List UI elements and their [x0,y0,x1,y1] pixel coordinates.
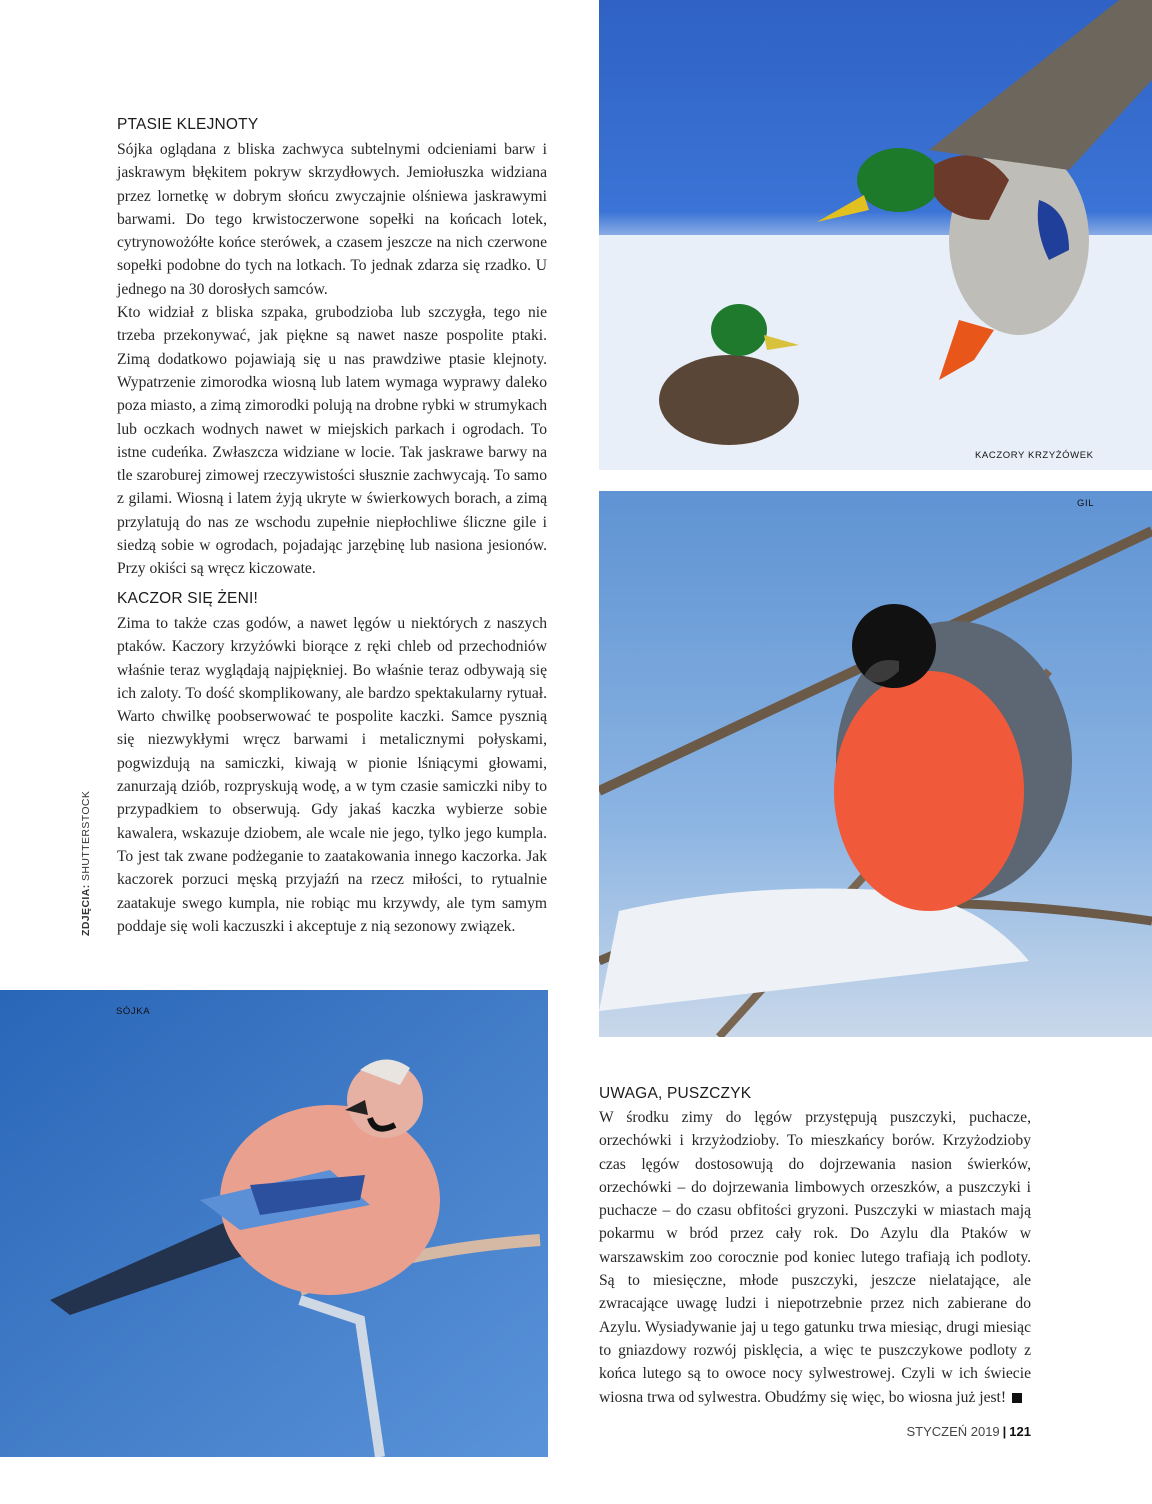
paragraph-text: W środku zimy do lęgów przystępują puszczyki, puchacze, orzechówki i krzyżodzioby. To mieszkańcy borów. Krzyżodzioby czas lęgów dostosowują do dojrzewania nasion świerków, orzechówki – do dojrzewania limbowych orzeszków, a puszczyki i puchacze – do czasu obfitości gryzoni. Puszczyki w miastach mają pokarmu w bród przez cały rok. Do Azylu dla Ptaków w warszawskim zoo corocznie pod koniec lutego trafiają ich podloty. Są to miesięczne, młode puszczyki, jeszcze nielatające, ale zwracające uwagę ludzi i niepotrzebnie przez nich zabierane do Azylu. Wysiadywanie jaj u tego gatunku trwa miesiąc, drugi miesiąc to gniazdowy rozwój pisklęcia, a więc te puszczykowe podloty z końca lutego są to owoce nocy sylwestrowej. Czyli w ich świecie wiosna trwa od sylwestra. Obudźmy się więc, bo wiosna już jest! [599,1109,1031,1406]
paragraph: Kto widział z bliska szpaka, grubodzioba lub szczygła, tego nie trzeba przekonywać, jak piękne są nawet nasze pospolite ptaki. Zimą dodatkowo pojawiają się u nas prawdziwe ptasie klejnoty. Wypatrzenie zimorodka wiosną lub latem wymaga wyprawy daleko poza miasto, a zimą zimorodki polują na drobne rybki w strumykach lub oczkach wodnych nawet w miejskich parkach i ogrodach. To istne cudeńka. Zwłaszcza widziane w locie. Tak jaskrawe barwy na tle szaroburej zimowej rzeczywistości słusznie zachwycają. To samo z gilami. Wiosną i latem żyją ukryte w świerkowych borach, a zimą przylatują do nas ze wschodu zupełnie niepłochliwe śliczne gile i siedzą sobie w ogrodach, pojadając jarzębinę lub nasiona jesionów. Przy okiści są wręcz kiczowate. [117,304,547,578]
photo-jay [0,990,548,1457]
photo-credit-label: ZDJĘCIA: [80,884,92,936]
section-heading-ptasie-klejnoty: PTASIE KLEJNOTY [117,116,259,133]
caption-bullfinch: GIL [1077,498,1095,509]
section-body-uwaga-puszczyk [599,1106,1031,1409]
photo-credit [80,791,92,936]
folio-issue: STYCZEŃ 2019 [906,1424,1000,1439]
photo-credit-source: SHUTTERSTOCK [80,790,92,882]
page-folio [906,1424,1031,1439]
paragraph: Sójka oglądana z bliska zachwyca subtelnymi odcieniami barw i jaskrawym błękitem pokryw skrzydłowych. Jemiołuszka widziana przez lornetkę w dobrym słońcu zwyczajnie olśniewa jaskrawymi barwami. Do tego krwistoczerwone sopełki na końcach lotek, cytrynowożółte końce sterówek, a czasem jeszcze na nich czerwone sopełki podobne do tych na lotkach. To jednak zdarza się rzadko. U jednego na 30 dorosłych samców. [117,141,547,298]
section-heading-kaczor-sie-zeni: KACZOR SIĘ ŻENI! [117,590,258,607]
section-body-kaczor-sie-zeni [117,612,547,938]
paragraph: Zima to także czas godów, a nawet lęgów u niektórych z naszych ptaków. Kaczory krzyżówki biorące z ręki chleb od przechodniów właśnie teraz wyglądają najpiękniej. Bo właśnie teraz odbywają się ich zaloty. To dość skomplikowany, ale bardzo spektakularny rytuał. Warto chwilkę poobserwować te pospolite kaczki. Samce pysznią się niezwykłymi wręcz barwami i metalicznymi połyskami, pogwizdują na samiczki, kiwają w pionie lśniącymi głowami, zanurzają dziób, rozpryskują wodę, a w tym czasie samiczki niby to przypadkiem to obserwują. Gdy jakaś kaczka wybierze sobie kawalera, wskazuje dziobem, ale wcale nie jego, tylko jego kumpla. To jest tak zwane podżeganie to zaatakowania innego kaczorka. Jak kaczorek porzuci męską przyjaźń na rzecz miłości, to rytualnie zaatakuje swego kumpla, nie robiąc mu krzywdy, ale tym samym poddaje się woli kaczuszki i akceptuje z nią sezonowy związek. [117,615,547,935]
section-heading-uwaga-puszczyk: UWAGA, PUSZCZYK [599,1085,752,1102]
folio-separator: | [1002,1424,1007,1439]
page-number: 121 [1009,1424,1031,1439]
end-mark-icon [1012,1393,1022,1403]
photo-bullfinch [599,491,1152,1037]
photo-mallard-ducks [599,0,1152,470]
caption-ducks: KACZORY KRZYŻÓWEK [975,450,1094,461]
paragraph [599,1106,1031,1409]
caption-jay: SÓJKA [116,1006,151,1017]
section-body-ptasie-klejnoty [117,138,547,581]
